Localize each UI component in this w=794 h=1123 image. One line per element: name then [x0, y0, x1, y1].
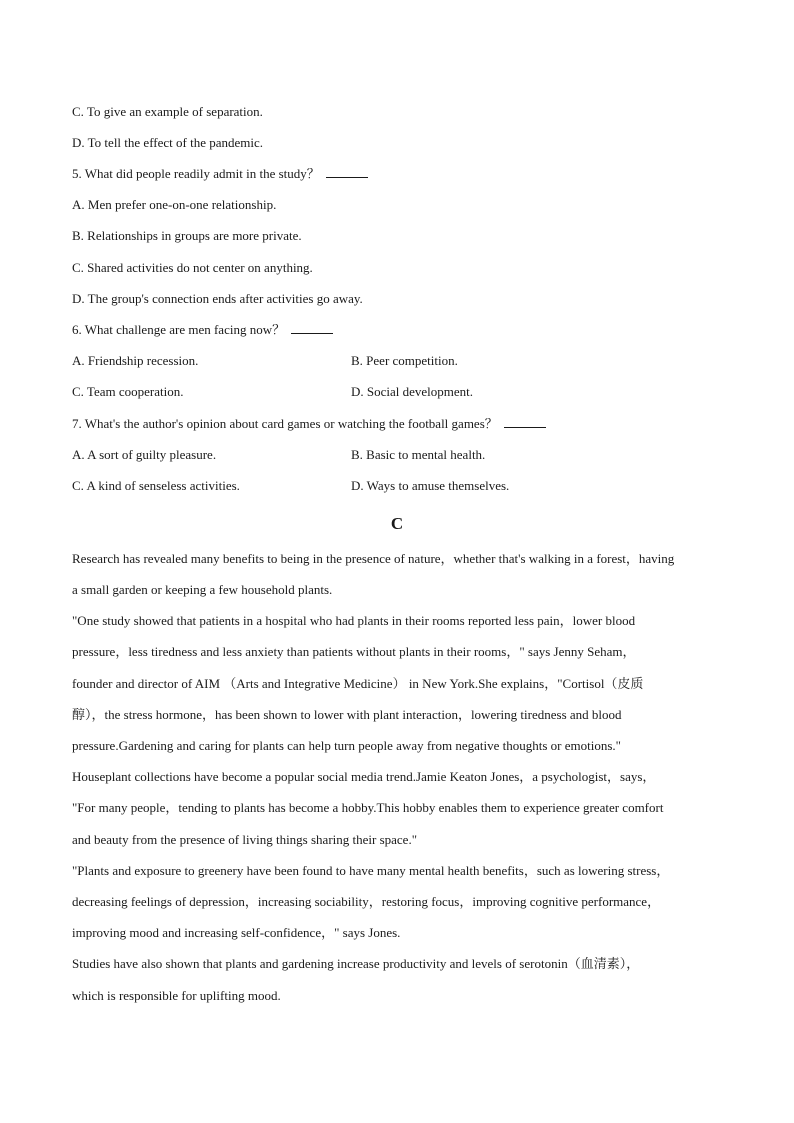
q6-option-b: B. Peer competition.: [351, 353, 458, 368]
passage-line: Houseplant collections have become a popular social media trend.Jamie Keaton Jones，a psychologist，says，: [72, 769, 656, 784]
q6-option-d: D. Social development.: [351, 384, 474, 399]
passage-line: Studies have also shown that plants and gardening increase productivity and levels of serotonin（血清素），: [72, 956, 640, 971]
q7-option-a: A. A sort of guilty pleasure.: [72, 447, 217, 462]
passage-line: pressure，less tiredness and less anxiety than patients without plants in their rooms，" says Jenny Seham，: [72, 644, 636, 659]
question-7-prompt: 7. What's the author's opinion about card games or watching the football games？: [72, 416, 498, 431]
passage-line: 醇），the stress hormone，has been shown to lower with plant interaction，lowering tiredness and blood: [72, 707, 622, 722]
q5-option-b: B. Relationships in groups are more private.: [72, 228, 302, 243]
q6-option-c: C. Team cooperation.: [72, 384, 184, 399]
passage-line: founder and director of AIM （Arts and Integrative Medicine） in New York.She explains，"Cortisol（皮质: [72, 676, 644, 691]
answer-blank: [291, 323, 333, 334]
answer-blank: [326, 167, 368, 178]
answer-blank: [504, 417, 546, 428]
passage-line: "One study showed that patients in a hospital who had plants in their rooms reported less pain，lower blood: [72, 613, 636, 628]
passage-line: pressure.Gardening and caring for plants can help turn people away from negative thoughts or emotions.": [72, 738, 621, 753]
q5-option-d: D. The group's connection ends after activities go away.: [72, 291, 363, 306]
question-6-line: [72, 322, 333, 338]
question-7-line: [72, 416, 546, 432]
passage-line: which is responsible for uplifting mood.: [72, 988, 281, 1003]
passage-line: decreasing feelings of depression，increasing sociability，restoring focus，improving cognitive performance，: [72, 894, 661, 909]
question-5-line: [72, 166, 368, 182]
passage-line: improving mood and increasing self-confidence，" says Jones.: [72, 925, 401, 940]
q4-option-c: C. To give an example of separation.: [72, 104, 263, 119]
passage-line: a small garden or keeping a few household plants.: [72, 582, 333, 597]
passage-line: "Plants and exposure to greenery have been found to have many mental health benefits，such as lowering stress，: [72, 863, 670, 878]
q7-option-b: B. Basic to mental health.: [351, 447, 486, 462]
section-c-heading: C: [390, 514, 404, 533]
q7-option-c: C. A kind of senseless activities.: [72, 478, 240, 493]
passage-line: and beauty from the presence of living things sharing their space.": [72, 832, 418, 847]
q4-option-d: D. To tell the effect of the pandemic.: [72, 135, 264, 150]
question-6-prompt: 6. What challenge are men facing now？: [72, 322, 286, 337]
q7-option-d: D. Ways to amuse themselves.: [351, 478, 510, 493]
q5-option-a: A. Men prefer one-on-one relationship.: [72, 197, 277, 212]
passage-line: "For many people，tending to plants has become a hobby.This hobby enables them to experience greater comfort: [72, 800, 664, 815]
q6-option-a: A. Friendship recession.: [72, 353, 199, 368]
q5-option-c: C. Shared activities do not center on anything.: [72, 260, 313, 275]
passage-line: Research has revealed many benefits to being in the presence of nature，whether that's walking in a forest，having: [72, 551, 675, 566]
question-5-prompt: 5. What did people readily admit in the study？: [72, 166, 320, 181]
